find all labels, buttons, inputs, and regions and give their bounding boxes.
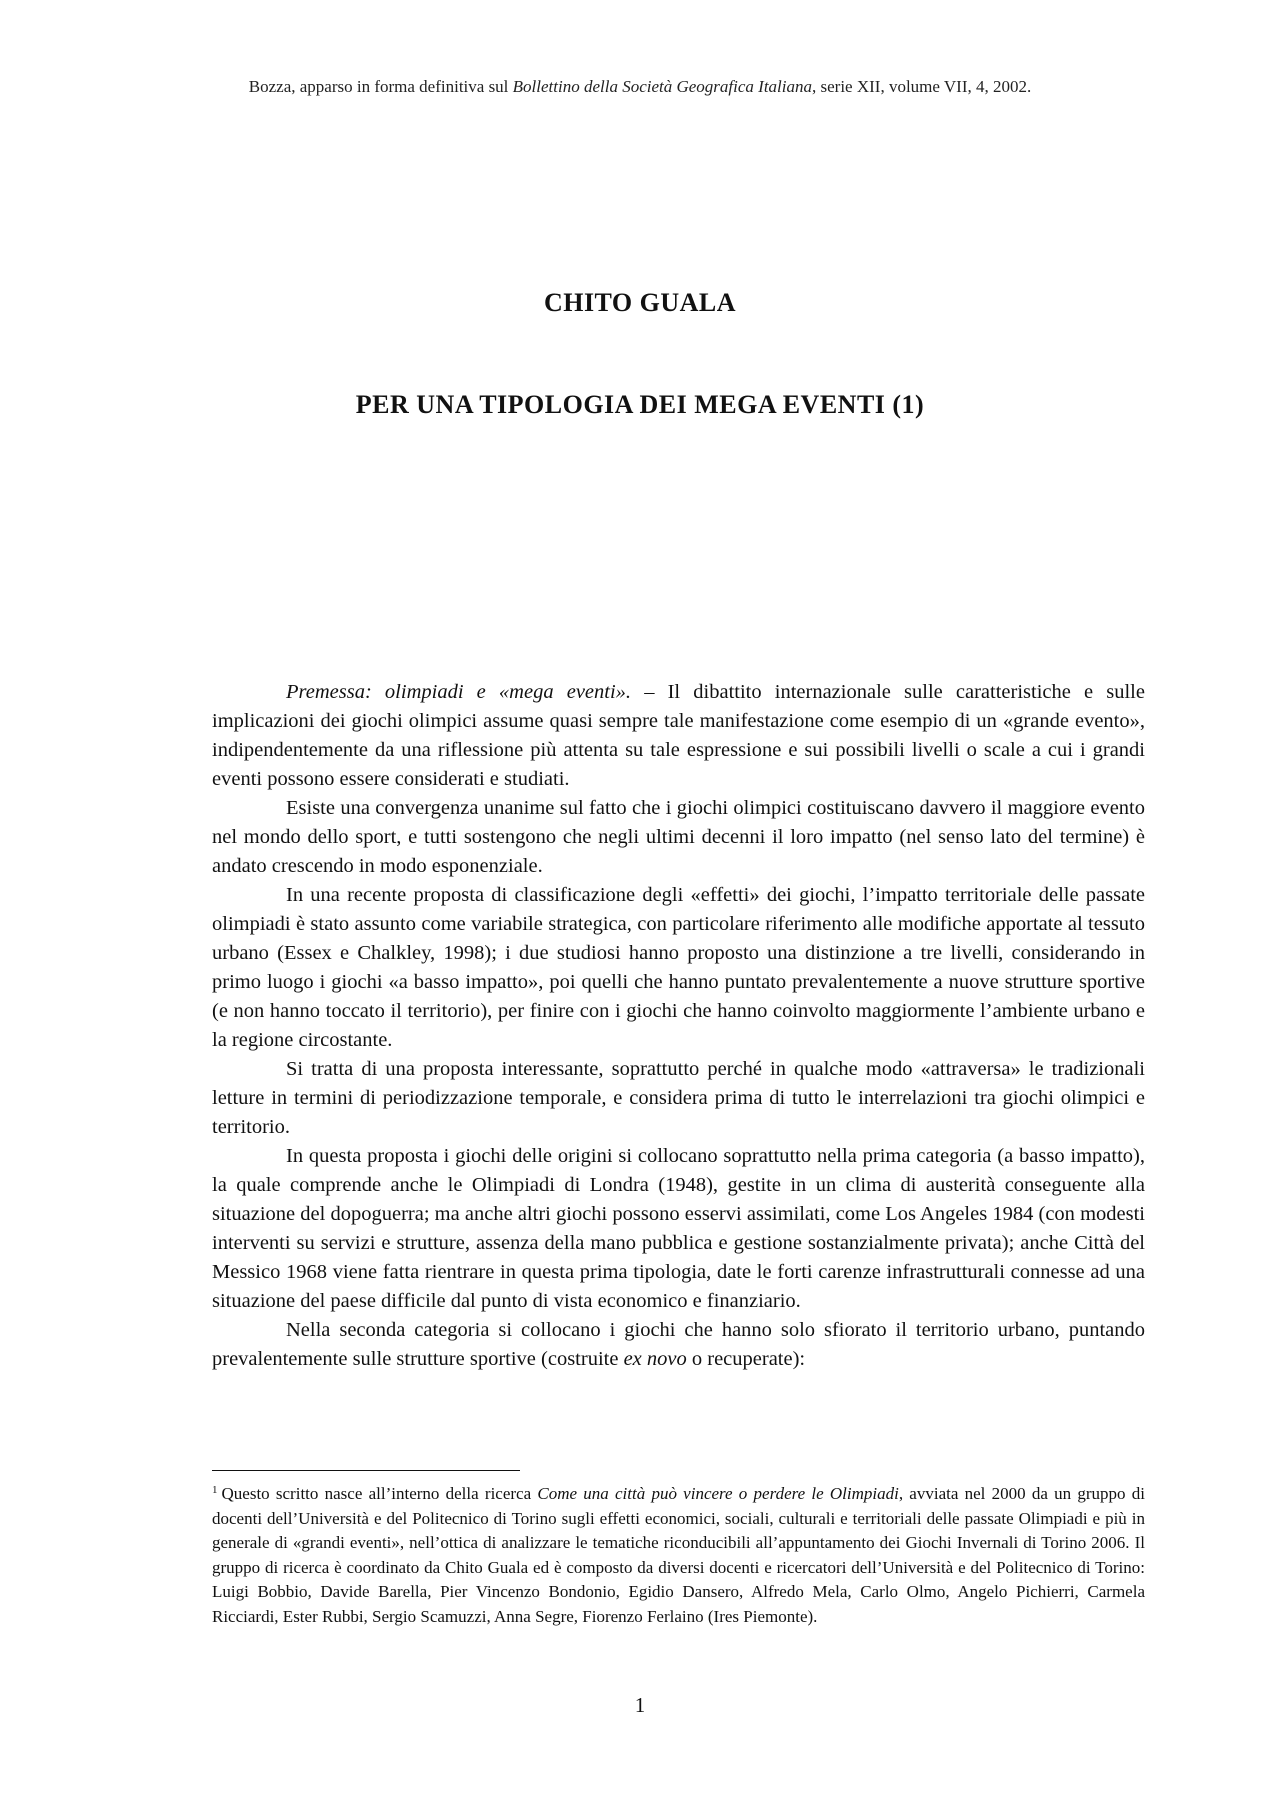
page-number: 1 xyxy=(634,1693,646,1717)
header-journal-name: Bollettino della Società Geografica Italiana xyxy=(512,77,812,96)
paragraph-4: Si tratta di una proposta interessante, soprattutto perché in qualche modo «attraversa» le tradizionali letture in termini di periodizzazione temporale, e considera prima di tutto le interrelazioni tra giochi olimpici e territorio. xyxy=(212,1058,1145,1138)
author-name: CHITO GUALA xyxy=(543,288,737,317)
footnote-divider xyxy=(212,1470,520,1471)
footnote-text-before: Questo scritto nasce all’interno della ricerca xyxy=(221,1484,538,1503)
paragraph-6-text-before: Nella seconda categoria si collocano i giochi che hanno solo sfiorato il territorio urbano, puntando prevalentemente sulle strutture sportive (costruite xyxy=(212,1319,1145,1370)
paper-title: PER UNA TIPOLOGIA DEI MEGA EVENTI (1) xyxy=(355,390,925,419)
running-header xyxy=(0,76,1280,98)
footnote xyxy=(212,1478,1145,1629)
paragraph-5: In questa proposta i giochi delle origini si collocano soprattutto nella prima categoria (a basso impatto), la quale comprende anche le Olimpiadi di Londra (1948), gestite in un clima di austerità conseguente alla situazione del dopoguerra; ma anche altri giochi possono esservi assimilati, come Los Angeles 1984 (con modesti interventi su servizi e strutture, assenza della mano pubblica e gestione sostanzialmente privata); anche Città del Messico 1968 viene fatta rientrare in questa prima tipologia, date le forti carenze infrastrutturali connesse ad una situazione del paese difficile dal punto di vista economico e finanziario. xyxy=(212,1145,1145,1312)
paragraph-2: Esiste una convergenza unanime sul fatto che i giochi olimpici costituiscano davvero il maggiore evento nel mondo dello sport, e tutti sostengono che negli ultimi decenni il loro impatto (nel senso lato del termine) è andato crescendo in modo esponenziale. xyxy=(212,797,1145,877)
footnote-research-title: Come una città può vincere o perdere le Olimpiadi xyxy=(537,1484,899,1503)
paragraph-6-italic: ex novo xyxy=(623,1348,687,1370)
footnote-text-after: , avviata nel 2000 da un gruppo di docenti dell’Università e del Politecnico di Torino sugli effetti economici, sociali, culturali e territoriali delle passate Olimpiadi e più in generale di «grandi eventi», nell’ottica di analizzare le tematiche riconducibili all’appuntamento dei Giochi Invernali di Torino 2006. Il gruppo di ricerca è coordinato da Chito Guala ed è composto da diversi docenti e ricercatori dell’Università e del Politecnico di Torino: Luigi Bobbio, Davide Barella, Pier Vincenzo Bondonio, Egidio Dansero, Alfredo Mela, Carlo Olmo, Angelo Pichierri, Carmela Ricciardi, Ester Rubbi, Sergio Scamuzzi, Anna Segre, Fiorenzo Ferlaino (Ires Piemonte). xyxy=(212,1484,1145,1626)
paragraph-6 xyxy=(212,1316,1145,1374)
body-text xyxy=(212,678,1145,1374)
paragraph-1 xyxy=(212,678,1145,794)
header-text-after: , serie XII, volume VII, 4, 2002. xyxy=(812,77,1032,96)
section-lead: Premessa: olimpiadi e «mega eventi». xyxy=(286,681,632,703)
footnote-marker: 1 xyxy=(212,1484,218,1496)
paragraph-3: In una recente proposta di classificazione degli «effetti» dei giochi, l’impatto territoriale delle passate olimpiadi è stato assunto come variabile strategica, con particolare riferimento alle modifiche apportate al tessuto urbano (Essex e Chalkley, 1998); i due studiosi hanno proposto una distinzione a tre livelli, considerando in primo luogo i giochi «a basso impatto», poi quelli che hanno puntato prevalentemente a nuove strutture sportive (e non hanno toccato il territorio), per finire con i giochi che hanno coinvolto maggiormente l’ambiente urbano e la regione circostante. xyxy=(212,884,1145,1051)
paragraph-1-text: – Il dibattito internazionale sulle caratteristiche e sulle implicazioni dei giochi olimpici assume quasi sempre tale manifestazione come esempio di un «grande evento», indipendentemente da una riflessione più attenta su tale espressione e sui possibili livelli o scale a cui i grandi eventi possono essere considerati e studiati. xyxy=(212,681,1145,790)
paragraph-6-text-after: o recuperate): xyxy=(686,1348,806,1370)
header-text-before: Bozza, apparso in forma definitiva sul xyxy=(248,77,513,96)
